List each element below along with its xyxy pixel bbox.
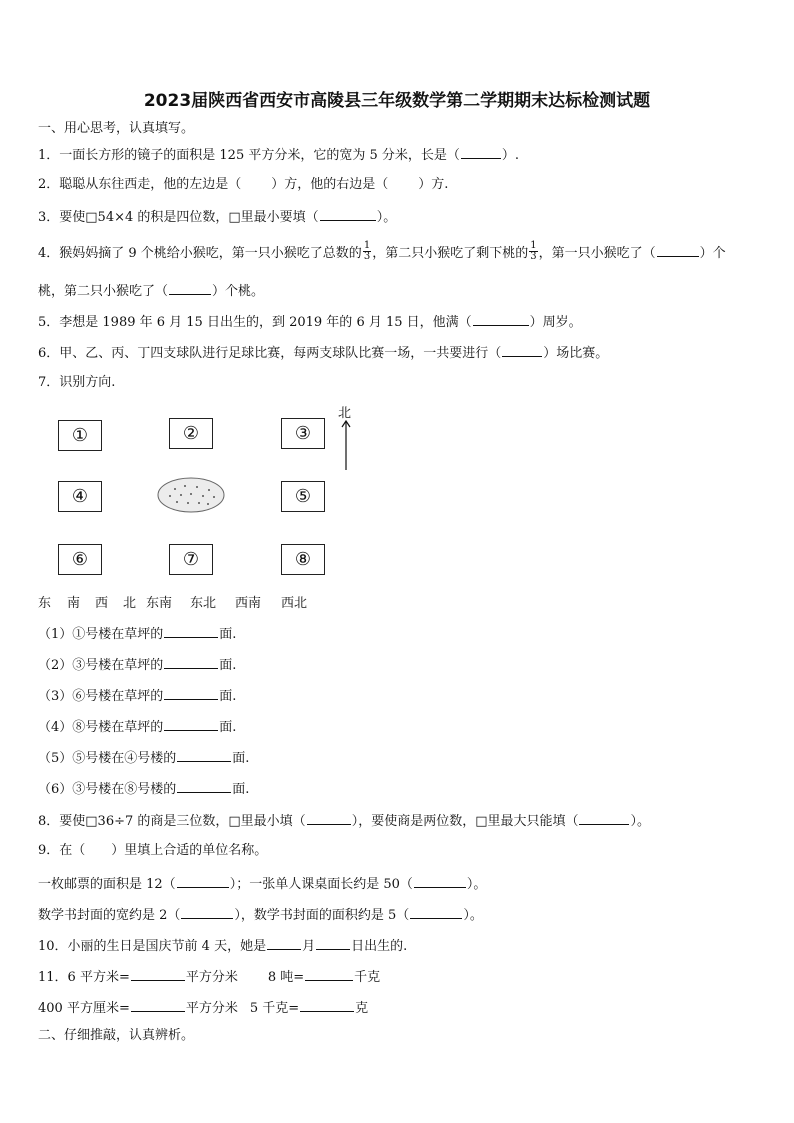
- building-5-box: ⑤: [281, 481, 325, 512]
- fraction: $\frac{1}{3}$: [530, 240, 537, 262]
- answer-blank[interactable]: [131, 998, 185, 1012]
- direction-word: 西北: [281, 596, 308, 611]
- answer-blank[interactable]: [131, 967, 185, 981]
- fraction: $\frac{1}{3}$: [363, 240, 371, 262]
- building-7-box: ⑦: [169, 544, 213, 575]
- answer-blank[interactable]: [169, 281, 211, 295]
- direction-word: 东北: [190, 596, 217, 611]
- building-8-box: ⑧: [281, 544, 325, 575]
- building-1-box: ①: [58, 420, 102, 451]
- answer-blank[interactable]: [473, 312, 529, 326]
- question-7-sub-6: （6）③号楼在⑧号楼的 面.: [38, 779, 249, 799]
- building-2-box: ②: [169, 418, 213, 449]
- question-8: 8．要使□36÷7 的商是三位数，□里最小填（ ），要使商是两位数，□里最大只能填（ ）。: [38, 811, 650, 831]
- direction-word: 西: [95, 596, 109, 611]
- answer-blank[interactable]: [316, 936, 350, 950]
- answer-blank[interactable]: [181, 905, 233, 919]
- answer-blank[interactable]: [307, 811, 351, 825]
- question-7-sub-3: （3）⑥号楼在草坪的 面.: [38, 686, 236, 706]
- question-9-line-1: 一枚邮票的面积是 12（ ）；一张单人课桌面长约是 50（ ）。: [38, 874, 486, 894]
- answer-blank[interactable]: [502, 343, 542, 357]
- north-arrow-icon: [338, 418, 354, 472]
- answer-blank[interactable]: [300, 998, 354, 1012]
- question-7-sub-5: （5）⑤号楼在④号楼的 面.: [38, 748, 249, 768]
- question-9-line-2: 数学书封面的宽约是 2（ ），数学书封面的面积约是 5（ ）。: [38, 905, 483, 925]
- page-title: 2023届陕西省西安市高陵县三年级数学第二学期期末达标检测试题: [143, 91, 651, 111]
- question-3: 3．要使□54×4 的积是四位数，□里最小要填（ ）。: [38, 207, 396, 227]
- direction-word: 东南: [146, 596, 173, 611]
- building-3-box: ③: [281, 418, 325, 449]
- answer-blank[interactable]: [461, 145, 501, 159]
- direction-word: 西南: [235, 596, 262, 611]
- question-9-title: 9．在（ ）里填上合适的单位名称。: [38, 843, 268, 858]
- answer-blank[interactable]: [177, 779, 231, 793]
- question-2: 2．聪聪从东往西走，他的左边是（ ）方，他的右边是（ ）方.: [38, 177, 449, 192]
- question-7-title: 7．识别方向.: [38, 375, 116, 390]
- answer-blank[interactable]: [177, 874, 229, 888]
- question-4-line-2: 桃，第二只小猴吃了（ ）个桃。: [38, 281, 264, 301]
- north-label: 北: [338, 406, 352, 421]
- answer-blank[interactable]: [579, 811, 629, 825]
- answer-blank[interactable]: [164, 686, 218, 700]
- building-4-box: ④: [58, 481, 102, 512]
- question-11-line-1: 11．6 平方米= 平方分米 8 吨= 千克: [38, 967, 380, 987]
- answer-blank[interactable]: [414, 874, 466, 888]
- answer-blank[interactable]: [410, 905, 462, 919]
- answer-blank[interactable]: [267, 936, 301, 950]
- question-10: 10．小丽的生日是国庆节前 4 天，她是 月 日出生的.: [38, 936, 407, 956]
- answer-blank[interactable]: [164, 717, 218, 731]
- question-7-sub-2: （2）③号楼在草坪的 面.: [38, 655, 236, 675]
- answer-blank[interactable]: [320, 207, 376, 221]
- answer-blank[interactable]: [177, 748, 231, 762]
- building-6-box: ⑥: [58, 544, 102, 575]
- question-7-sub-4: （4）⑧号楼在草坪的 面.: [38, 717, 236, 737]
- question-5: 5．李想是 1989 年 6 月 15 日出生的，到 2019 年的 6 月 15 日，他满（ ）周岁。: [38, 312, 582, 332]
- answer-blank[interactable]: [164, 655, 218, 669]
- direction-word: 东: [38, 596, 52, 611]
- section-2-heading: 二、仔细推敲，认真辨析。: [38, 1028, 195, 1043]
- question-11-line-2: 400 平方厘米= 平方分米 5 千克= 克: [38, 998, 368, 1018]
- direction-word: 北: [123, 596, 137, 611]
- question-7-sub-1: （1）①号楼在草坪的 面.: [38, 624, 236, 644]
- answer-blank[interactable]: [657, 243, 699, 257]
- question-6: 6．甲、乙、丙、丁四支球队进行足球比赛，每两支球队比赛一场，一共要进行（ ）场比赛。: [38, 343, 608, 363]
- answer-blank[interactable]: [305, 967, 353, 981]
- answer-blank[interactable]: [164, 624, 218, 638]
- direction-word: 南: [67, 596, 81, 611]
- question-1: 1．一面长方形的镜子的面积是 125 平方分米，它的宽为 5 分米，长是（ ）.: [38, 145, 519, 165]
- section-1-heading: 一、用心思考，认真填写。: [38, 121, 195, 136]
- lawn-ellipse: [157, 477, 225, 513]
- question-4-line-1: 4．猴妈妈摘了 9 个桃给小猴吃，第一只小猴吃了总数的 $\frac{1}{3}$ ，第二只小猴吃了剩下桃的 $\frac{1}{3}$ ，第一只小猴吃了（ ）个: [38, 240, 726, 262]
